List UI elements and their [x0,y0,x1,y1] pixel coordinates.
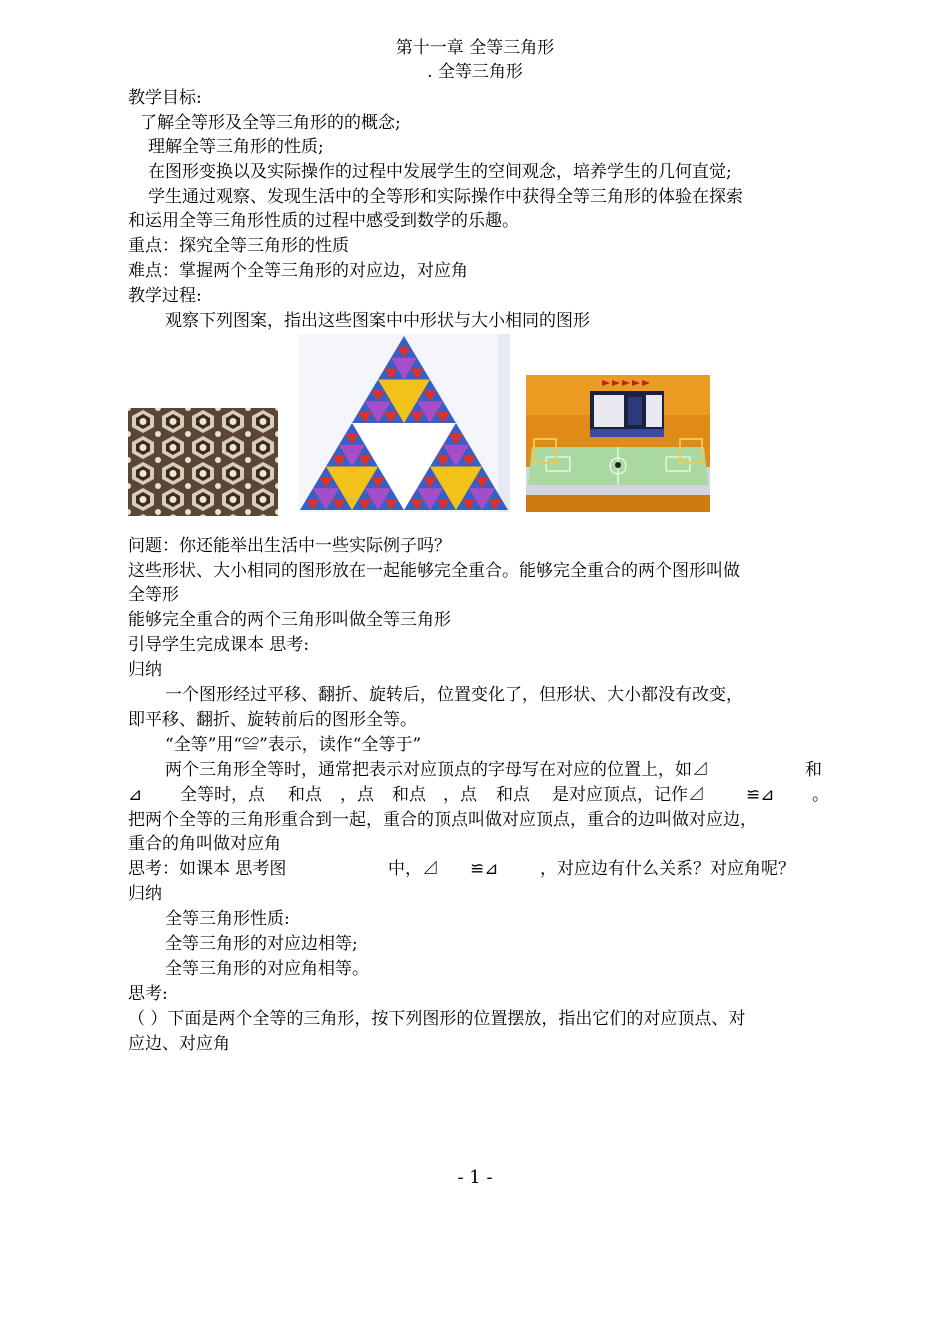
body-text: 和点 [288,785,322,805]
objective-item: 学生通过观察、发现生活中的全等形和实际操作中获得全等三角形的体验在探索 [148,187,743,207]
body-text: 和点 [392,785,426,805]
section-title: . 全等三角形 [427,62,523,82]
objective-item: 和运用全等三角形性质的过程中感受到数学的乐趣。 [128,211,519,231]
difficult-point: 难点：掌握两个全等三角形的对应边，对应角 [128,261,468,281]
think-question: 思考：如课本 思考图 [128,859,287,879]
exercise-text: 应边、对应角 [128,1034,230,1054]
table-football-image [526,375,710,512]
objective-item: 在图形变换以及实际操作的过程中发展学生的空间观念，培养学生的几何直觉; [148,162,732,182]
page-number: - 1 - [457,1167,493,1188]
think-heading: 思考: [128,984,168,1004]
congruent-notation: ≌⊿ [746,785,775,805]
objectives-heading: 教学目标: [128,88,202,108]
body-text: 。 [812,785,829,805]
body-text: 引导学生完成课本 思考: [128,635,310,655]
property-item: 全等三角形的对应边相等; [165,934,358,954]
chapter-title: 第十一章 全等三角形 [395,38,555,58]
think-question: ，对应边有什么关系？对应角呢？ [540,859,795,879]
tessellation-pattern-image [128,408,278,516]
body-text: 即平移、翻折、旋转前后的图形全等。 [128,710,417,730]
objective-item: 理解全等三角形的性质; [148,137,324,157]
exercise-text: （ ）下面是两个全等的三角形，按下列图形的位置摆放，指出它们的对应顶点、对 [128,1009,746,1029]
summary-heading: 归纳 [128,884,162,904]
congruent-notation: ≌⊿ [470,859,499,879]
body-text: 是对应顶点，记作⊿ [552,785,705,805]
property-item: 全等三角形的对应角相等。 [165,959,369,979]
body-text: 一个图形经过平移、翻折、旋转后，位置变化了，但形状、大小都没有改变， [165,685,743,705]
question-line: 问题：你还能举出生活中一些实际例子吗？ [128,536,451,556]
property-heading: 全等三角形性质: [165,909,290,929]
summary-heading: 归纳 [128,660,162,680]
symbol-definition: “全等”用“≌”表示，读作“全等于” [165,735,422,755]
body-text: 这些形状、大小相同的图形放在一起能够完全重合。能够完全重合的两个图形叫做 [128,561,740,581]
triangle-symbol: ⊿ [128,785,143,805]
body-text: ，点 [443,785,477,805]
sierpinski-triangle-image [298,334,510,512]
body-text: 全等形 [128,585,179,605]
body-text: 和点 [496,785,530,805]
observe-instruction: 观察下列图案，指出这些图案中中形状与大小相同的图形 [165,311,590,331]
body-text: 和 [805,760,822,780]
think-question: 中，⊿ [388,859,439,879]
body-text: 把两个全等的三角形重合到一起，重合的顶点叫做对应顶点，重合的边叫做对应边， [128,810,757,830]
body-text: 两个三角形全等时，通常把表示对应顶点的字母写在对应的位置上，如⊿ [165,760,709,780]
body-text: 全等时，点 [180,785,265,805]
body-text: 重合的角叫做对应角 [128,834,281,854]
key-point: 重点：探究全等三角形的性质 [128,236,349,256]
objective-item: 了解全等形及全等三角形的的概念; [140,113,401,133]
process-heading: 教学过程: [128,286,202,306]
definition-text: 能够完全重合的两个三角形叫做全等三角形 [128,610,451,630]
body-text: ，点 [340,785,374,805]
